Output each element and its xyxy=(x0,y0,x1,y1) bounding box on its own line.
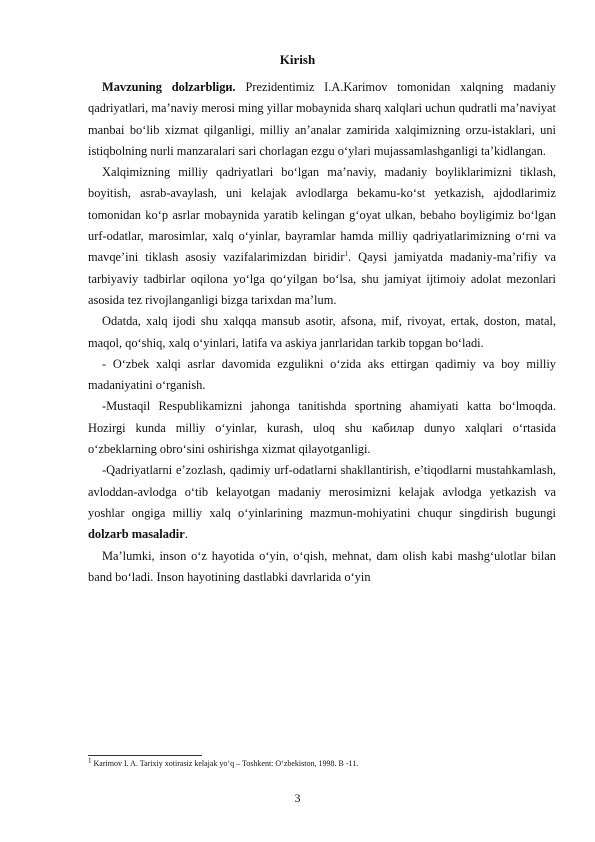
paragraph-text: -Mustaqil Respublikamizni jahonga tanitishda sportning ahamiyati katta bo‘lmoqda. Hozirgi kunda milliy o‘yinlar, kurash, uloq shu кабилар dunyo xalqlari o‘rtasida o‘zbeklarning obro‘sini oshirishga xizmat qilayotganligi. xyxy=(88,399,556,457)
bold-lead: Mavzuning dolzarbligи. xyxy=(102,80,236,94)
paragraph-text: . xyxy=(184,527,188,542)
paragraph-text: - O‘zbek xalqi asrlar davomida ezgulikni o‘zida aks ettirgan qadimiy va boy milliy madaniyatini o‘rganish. xyxy=(88,356,556,393)
paragraph-3 xyxy=(88,311,556,354)
footnote xyxy=(88,756,556,769)
footnote-divider xyxy=(88,755,202,756)
paragraph-2 xyxy=(88,162,556,311)
paragraph-text: Odatda, xalq ijodi shu xalqqa mansub asotir, afsona, mif, rivoyat, ertak, doston, matal, maqol, qo‘shiq, xalq o‘yinlari, latifa va askiya janrlaridan tarkib topgan bo‘ladi. xyxy=(88,314,556,350)
paragraph-text: -Qadriyatlarni e’zozlash, qadimiy urf-odatlarni shakllantirish, e’tiqodlarni mustahkamlash, avloddan-avlodga o‘tib kelayotgan madaniy merosimizni kelajak avlodga yetkazish va yoshlar ongiga milliy xalq o‘yinlarining mazmun-mohiyatini chuqur singdirish bugungi xyxy=(88,463,556,520)
paragraph-4 xyxy=(88,354,556,397)
footnote-reference[interactable]: 1 xyxy=(344,250,349,259)
page-number: 3 xyxy=(294,791,301,805)
bold-emphasis: dolzarb masaladir xyxy=(88,527,185,542)
page-title: Kirish xyxy=(279,52,316,67)
body-text xyxy=(88,77,556,588)
paragraph-text: Ma’lumki, inson o‘z hayotida o‘yin, o‘qish, mehnat, dam olish kabi mashg‘ulotlar bilan band bo‘ladi. Inson hayotining dastlabki davrlarida o‘yin xyxy=(88,548,556,584)
paragraph-text: Prezidentimiz I.A.Karimov tomonidan xalqning madaniy qadriyatlari, ma’naviy merosi ming yillar mobaynida sharq xalqlari uchun qudratli ma’naviyat manbai bo‘lib xizmat qilganligi, milliy an’analar zamirida xalqimizning orzu-istaklari, uni istiqbolning nurli manzaralari sari chorlagan ezgu o‘ylari mujassamlashganligi ta’kidlangan. xyxy=(88,80,556,158)
paragraph-1 xyxy=(88,77,556,162)
footnote-mark: 1 xyxy=(88,756,92,765)
paragraph-7 xyxy=(88,546,556,589)
paragraph-text: . Qaysi jamiyatda madaniy-ma’rifiy va tarbiyaviy tadbirlar oqilona yo‘lga qo‘yilgan bo‘lsa, shu jamiyat ijtimoiy adolat mezonlari asosida tez rivojlanganligi bizga tarixdan ma’lum. xyxy=(88,250,556,307)
paragraph-5 xyxy=(88,396,556,460)
paragraph-text: Xalqimizning milliy qadriyatlari bo‘lgan ma’naviy, madaniy boyliklarimizni tiklash, boyitish, asrab-avaylash, uni kelajak avlodlarga bekamu-ko‘st yetkazish, ajdodlarimiz tomonidan ko‘p asrlar mobaynida yaratib kelingan g‘oyat ulkan, bebaho boyligimiz bo‘lgan urf-odatlar, marosimlar, xalq o‘yinlar, bayramlar hamda milliy qadriyatlarimizning o‘rni va mavqe’ini tiklash asosiy vazifalarimizdan biridir xyxy=(88,165,556,265)
paragraph-6 xyxy=(88,460,556,545)
footnote-text: Karimov I. A. Tarixiy xotirasiz kelajak yo‘q – Toshkent: O‘zbekiston, 1998. B -11. xyxy=(91,759,359,768)
